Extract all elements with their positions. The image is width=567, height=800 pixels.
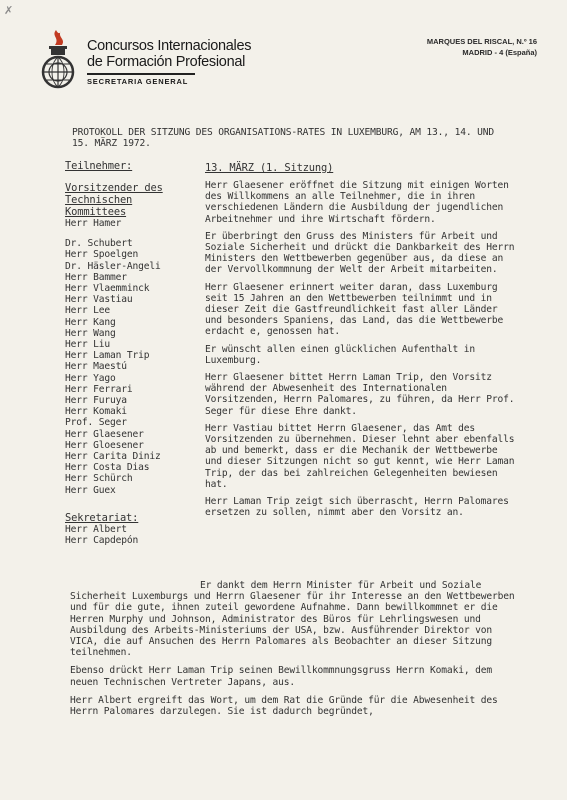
session-heading: 13. MÄRZ (1. Sitzung) [205,162,334,174]
list-item: Herr Vlaemminck [65,283,150,295]
list-item: Herr Maestú [65,361,127,373]
list-item: Herr Liu [65,339,111,351]
chair-heading: Vorsitzender des Technischen Kommittees [65,182,163,218]
paragraph: Herr Glaesener eröffnet die Sitzung mit einigen Worten des Willkommens an alle Teilnehmer, die in ihren verschiedenen Ländern die Ausbildung der jugendlichen Arbeitnehmer und ihre Wirtschaft fördern. [205,180,509,225]
list-item: Herr Guex [65,484,116,496]
organization-logo-icon [40,28,76,90]
paragraph: Er wünscht allen einen glücklichen Aufenthalt in Luxemburg. [205,343,476,366]
list-item: Herr Furuya [65,395,127,407]
chair-name: Herr Hamer [65,218,122,229]
paragraph: Er überbringt den Gruss des Ministers für Arbeit und Soziale Sicherheit und drückt die Dankbarkeit des Herrn Ministers den Wettbewerben gegenüber aus, da diese an der Vervollkommnung der Welt der Arbeit mitarbeiten. [205,230,515,276]
org-name-line1: Concursos Internacionales [87,38,252,54]
paragraph: Ebenso drückt Herr Laman Trip seinen Bewillkommnungsgruss Herrn Komaki, dem neuen Technischen Vertreter Japans, aus. [70,665,492,688]
address-block [427,36,537,58]
list-item: Herr Carita Diniz [65,451,161,463]
list-item: Herr Glaesener [65,428,144,440]
org-department: SECRETARIA GENERAL [87,76,189,86]
paragraph: Herr Glaesener erinnert weiter daran, dass Luxemburg seit 15 Jahren an den Wettbewerben teilnimmt und in dieser Zeit die Gastfreundlichkeit fast aller Länder und besonders Spaniens, das Land, das die Wettbewerbe erdacht e, genossen hat. [205,281,504,338]
list-item: Herr Capdepón [65,535,139,547]
letterhead [0,0,567,110]
members-list [65,238,190,496]
list-item: Herr Lee [65,305,111,317]
list-item: Herr Bammer [65,271,127,283]
list-item: Dr. Schubert [65,238,133,250]
list-item: Herr Schürch [65,473,133,485]
paragraph: Er dankt dem Herrn Minister für Arbeit und Soziale Sicherheit Luxemburgs und Herrn Glaesener für ihr Interesse an den Wettbewerben und für die gute, ihnen zuteil gewordene Aufnahme. Dann bewillkommnet er die Herren Murphy und Johnson, Administrator des Büros für Lehrlingswesen und Ausbildung des Arbeits-Ministeriums der USA, bzw. Ausführender Direktor von VICA, die auf Ansuchen des Herrn Palomares als Beobachter an dieser Sitzung teilnehmen. [70,580,515,659]
list-item: Dr. Häsler-Angeli [65,260,161,272]
organization-name [87,38,251,86]
list-item: Prof. Seger [65,417,127,429]
list-item: Herr Gloesener [65,439,144,451]
full-width-text [70,580,518,724]
list-item: Herr Wang [65,327,116,339]
participants-column [65,160,190,546]
corner-mark-icon: ✗ [4,5,14,17]
list-item: Herr Laman Trip [65,350,150,362]
list-item: Herr Albert [65,523,127,535]
participants-heading: Teilnehmer: [65,160,133,172]
session-column [205,162,520,524]
list-item: Herr Spoelgen [65,249,139,261]
paragraph: Herr Laman Trip zeigt sich überrascht, Herrn Palomares ersetzen zu sollen, nimmt aber den Vorsitz an. [205,496,509,519]
list-item: Herr Ferrari [65,383,133,395]
list-item: Herr Yago [65,372,116,384]
list-item: Herr Komaki [65,406,127,418]
address-line2: MADRID - 4 (España) [462,48,537,57]
document-title: PROTOKOLL DER SITZUNG DES ORGANISATIONS-RATES IN LUXEMBURG, AM 13., 14. UND 15. MÄRZ 1972. [72,127,500,150]
paragraph: Herr Vastiau bittet Herrn Glaesener, das Amt des Vorsitzenden zu übernehmen. Dieser lehnt aber ebenfalls ab und bemerkt, dass er die Mechanik der Wettbewerbe und dieser Sitzungen nicht so gut kennt, wie Herr Laman Trip, der das bei zahlreichen Gelegenheiten bewiesen hat. [205,422,515,490]
paragraph: Herr Glaesener bittet Herrn Laman Trip, den Vorsitz während der Abwesenheit des Internationalen Vorsitzenden, Herrn Palomares, zu führen, da Herr Prof. Seger für diese Ehre dankt. [205,372,515,417]
secretariat-heading: Sekretariat: [65,511,139,524]
paragraph: Herr Albert ergreift das Wort, um dem Rat die Gründe für die Abwesenheit des Herrn Palomares darzulegen. Sie ist dadurch begründet, [70,694,498,718]
org-name-line2: de Formación Profesional [87,54,246,70]
org-divider [87,73,195,75]
list-item: Herr Vastiau [65,294,133,306]
address-line1: MARQUES DEL RISCAL, N.º 16 [426,37,537,46]
list-item: Herr Costa Dias [65,462,150,474]
list-item: Herr Kang [65,316,116,328]
